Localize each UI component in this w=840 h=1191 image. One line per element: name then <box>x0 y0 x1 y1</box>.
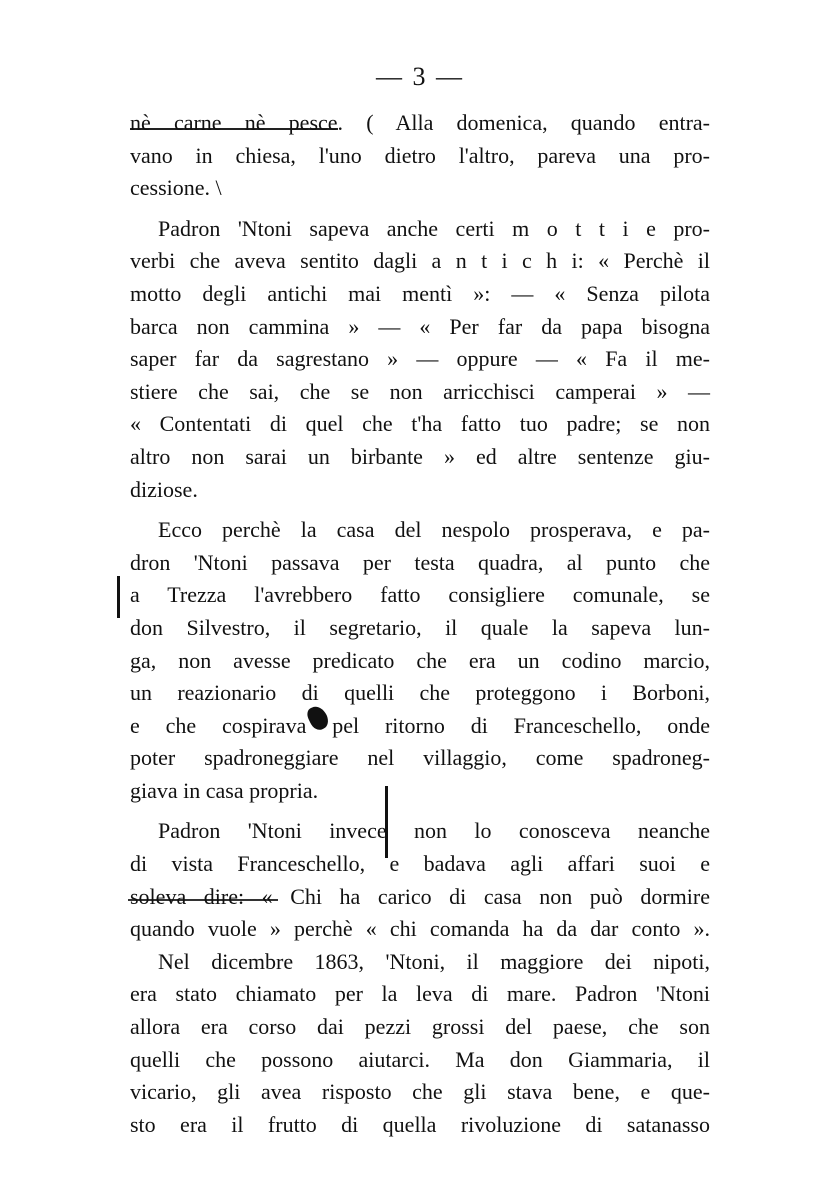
text-line: sto era il frutto di quella rivoluzione di satanasso <box>130 1111 710 1137</box>
text-line: vicario, gli avea risposto che gli stava bene, e que- <box>130 1079 710 1105</box>
text-line: quelli che possono aiutarci. Ma don Giammaria, il <box>130 1046 710 1072</box>
text-line: Padron 'Ntoni sapeva anche certi m o t t i e pro- <box>158 215 710 241</box>
text-line: stiere che sai, che se non arricchisci camperai » — <box>130 378 710 404</box>
text-line: Ecco perchè la casa del nespolo prosperava, e pa- <box>158 517 710 543</box>
margin-mark <box>117 576 120 618</box>
text-line: don Silvestro, il segretario, il quale la sapeva lun- <box>130 614 710 640</box>
text-line: Padron 'Ntoni invece non lo conosceva neanche <box>158 818 710 844</box>
text-line: cessione. \ <box>130 175 222 201</box>
text-line: di vista Franceschello, e badava agli affari suoi e <box>130 851 710 877</box>
text-line: altro non sarai un birbante » ed altre sentenze giu- <box>130 443 710 469</box>
text-line: Nel dicembre 1863, 'Ntoni, il maggiore dei nipoti, <box>158 948 710 974</box>
text-line: era stato chiamato per la leva di mare. Padron 'Ntoni <box>130 981 710 1007</box>
text-line: a Trezza l'avrebbero fatto consigliere comunale, se <box>130 582 710 608</box>
text-line: diziose. <box>130 476 198 502</box>
text-line: ga, non avesse predicato che era un codino marcio, <box>130 647 710 673</box>
text-line: soleva dire: « Chi ha carico di casa non può dormire <box>130 883 710 909</box>
text-line: barca non cammina » — « Per far da papa bisogna <box>130 313 710 339</box>
page-number: — 3 — <box>376 62 464 91</box>
text-line: dron 'Ntoni passava per testa quadra, al punto che <box>130 549 710 575</box>
text-line: un reazionario di quelli che proteggono i Borboni, <box>130 680 710 706</box>
text-line: poter spadroneggiare nel villaggio, come spadroneg- <box>130 745 710 771</box>
text-line: giava in casa propria. <box>130 777 319 803</box>
text-line: nè carne nè pesce. ( Alla domenica, quando entra- <box>130 110 710 135</box>
text-line: vano in chiesa, l'uno dietro l'altro, pareva una pro- <box>130 142 710 168</box>
text-line: « Contentati di quel che t'ha fatto tuo padre; se non <box>130 411 710 437</box>
text-line: e che cospirava pel ritorno di Franceschello, onde <box>130 712 710 738</box>
text-line: saper far da sagrestano » — oppure — « Fa il me- <box>130 346 710 372</box>
body-text <box>130 107 710 1141</box>
text-line: quando vuole » perchè « chi comanda ha da dar conto ». <box>130 916 710 942</box>
text-line: verbi che aveva sentito dagli a n t i c h i: « Perchè il <box>130 248 710 274</box>
text-line: motto degli antichi mai mentì »: — « Senza pilota <box>130 280 710 306</box>
text-line: allora era corso dai pezzi grossi del paese, che son <box>130 1014 710 1040</box>
